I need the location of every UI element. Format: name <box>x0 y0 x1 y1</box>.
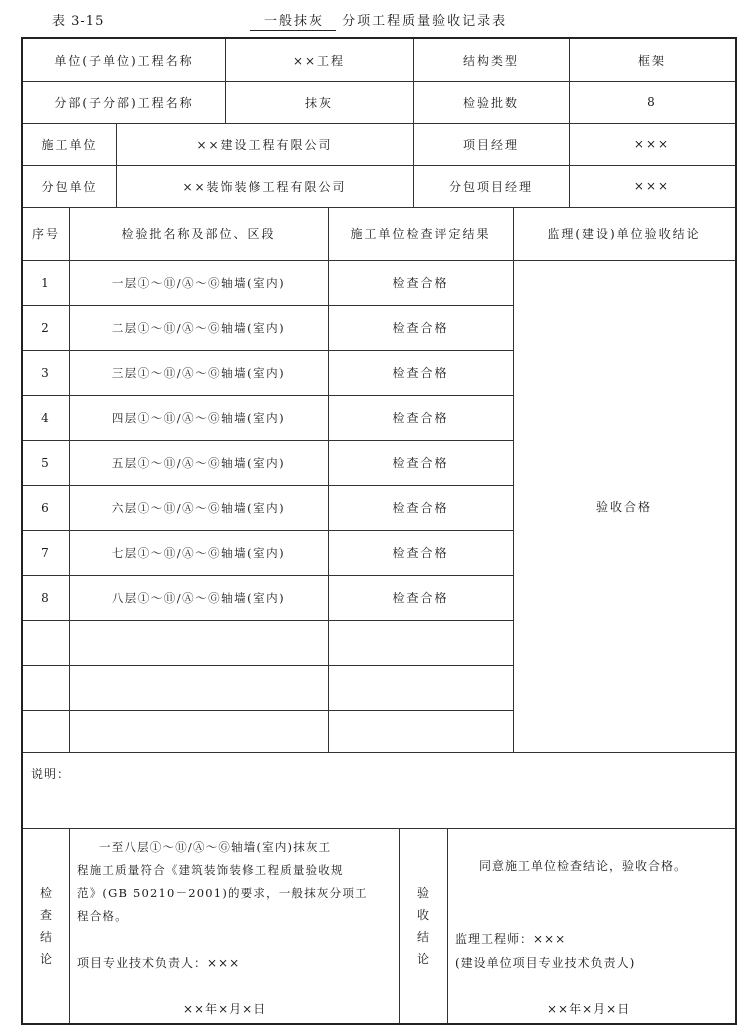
row-4-result: 检查合格 <box>392 411 449 425</box>
row-1-name: 一层①～⑪/Ⓐ～Ⓖ轴墙(室内) <box>111 275 286 290</box>
inspection-text-line-1: 一至八层①～⑪/Ⓐ～Ⓖ轴墙(室内)抹灰工 <box>99 840 332 854</box>
project-manager-value: ××× <box>633 137 671 151</box>
acceptance-date: ××年×月×日 <box>547 1002 631 1016</box>
subcontractor-label: 分包单位 <box>41 179 98 194</box>
contractor-value: ××建设工程有限公司 <box>196 137 333 152</box>
col-result-header: 施工单位检查评定结果 <box>350 227 491 241</box>
batch-count-label: 检验批数 <box>462 95 519 110</box>
row-5-name: 五层①～⑪/Ⓐ～Ⓖ轴墙(室内) <box>111 455 286 470</box>
row-1-result: 检查合格 <box>392 276 449 290</box>
row-6-name: 六层①～⑪/Ⓐ～Ⓖ轴墙(室内) <box>111 500 286 515</box>
col-conclusion-header: 监理(建设)单位验收结论 <box>547 227 701 241</box>
row-5-result: 检查合格 <box>392 456 449 470</box>
inspection-date: ××年×月×日 <box>183 1002 267 1016</box>
row-3-name: 三层①～⑪/Ⓐ～Ⓖ轴墙(室内) <box>111 365 286 380</box>
structure-type-value: 框架 <box>637 53 666 68</box>
form-table <box>21 37 737 1025</box>
part-name-label: 分部(子分部)工程名称 <box>54 95 194 110</box>
row-4-name: 四层①～⑪/Ⓐ～Ⓖ轴墙(室内) <box>111 410 286 425</box>
inspection-label-char-4: 论 <box>39 951 52 966</box>
title-underlined-item: 一般抹灰 <box>250 10 336 31</box>
acceptance-conclusion-label <box>399 828 447 1023</box>
subcontractor-value: ××装饰装修工程有限公司 <box>182 179 347 194</box>
row-2-seq: 2 <box>41 320 51 335</box>
inspection-label-char-1: 检 <box>39 885 52 900</box>
acceptance-label-char-1: 验 <box>416 885 429 900</box>
row-1-seq: 1 <box>41 275 51 290</box>
acceptance-conclusion-text: 同意施工单位检查结论，验收合格。 <box>479 859 688 873</box>
row-3-result: 检查合格 <box>392 366 449 380</box>
acceptance-label-char-3: 结 <box>416 929 429 944</box>
row-8-result: 检查合格 <box>392 591 449 605</box>
row-8-name: 八层①～⑪/Ⓐ～Ⓖ轴墙(室内) <box>111 590 286 605</box>
col-name-header: 检验批名称及部位、区段 <box>121 227 276 241</box>
row-4-seq: 4 <box>41 410 51 425</box>
supervising-engineer: 监理工程师：××× <box>455 932 567 946</box>
sub-project-manager-value: ××× <box>633 179 671 193</box>
inspection-text-line-2: 程施工质量符合《建筑装饰装修工程质量验收规 <box>77 863 344 877</box>
inspection-signer: 项目专业技术负责人：××× <box>77 956 241 970</box>
batch-count-value: 8 <box>647 95 657 109</box>
row-6-result: 检查合格 <box>392 501 449 515</box>
project-manager-label: 项目经理 <box>462 137 519 152</box>
inspection-label-char-2: 查 <box>39 907 52 922</box>
acceptance-label-char-4: 论 <box>416 951 429 966</box>
col-seq-header: 序号 <box>31 227 60 241</box>
table-number: 表 3-15 <box>52 14 105 29</box>
inspection-text-line-3: 范》(GB 50210－2001)的要求，一般抹灰分项工 <box>77 886 368 900</box>
structure-type-label: 结构类型 <box>462 53 519 68</box>
supervising-engineer-note: (建设单位项目专业技术负责人) <box>455 956 636 970</box>
unit-name-value: ××工程 <box>292 53 346 68</box>
row-2-result: 检查合格 <box>392 321 449 335</box>
row-5-seq: 5 <box>41 455 51 470</box>
row-3-seq: 3 <box>41 365 51 380</box>
row-2-name: 二层①～⑪/Ⓐ～Ⓖ轴墙(室内) <box>111 320 286 335</box>
acceptance-label-char-2: 收 <box>416 907 429 922</box>
row-8-seq: 8 <box>41 590 51 605</box>
form-title <box>250 10 507 31</box>
part-name-value: 抹灰 <box>304 95 333 110</box>
title-rest: 分项工程质量验收记录表 <box>342 14 508 29</box>
inspection-conclusion-text <box>77 836 395 928</box>
sub-project-manager-label: 分包项目经理 <box>448 179 533 194</box>
remarks-label: 说明： <box>31 767 71 781</box>
row-7-seq: 7 <box>41 545 51 560</box>
row-6-seq: 6 <box>41 500 51 515</box>
inspection-label-char-3: 结 <box>39 929 52 944</box>
row-7-name: 七层①～⑪/Ⓐ～Ⓖ轴墙(室内) <box>111 545 286 560</box>
contractor-label: 施工单位 <box>41 137 98 152</box>
inspection-text-line-4: 程合格。 <box>77 909 128 923</box>
row-7-result: 检查合格 <box>392 546 449 560</box>
acceptance-result: 验收合格 <box>595 499 652 514</box>
unit-name-label: 单位(子单位)工程名称 <box>54 53 194 68</box>
inspection-conclusion-label <box>23 828 69 1023</box>
